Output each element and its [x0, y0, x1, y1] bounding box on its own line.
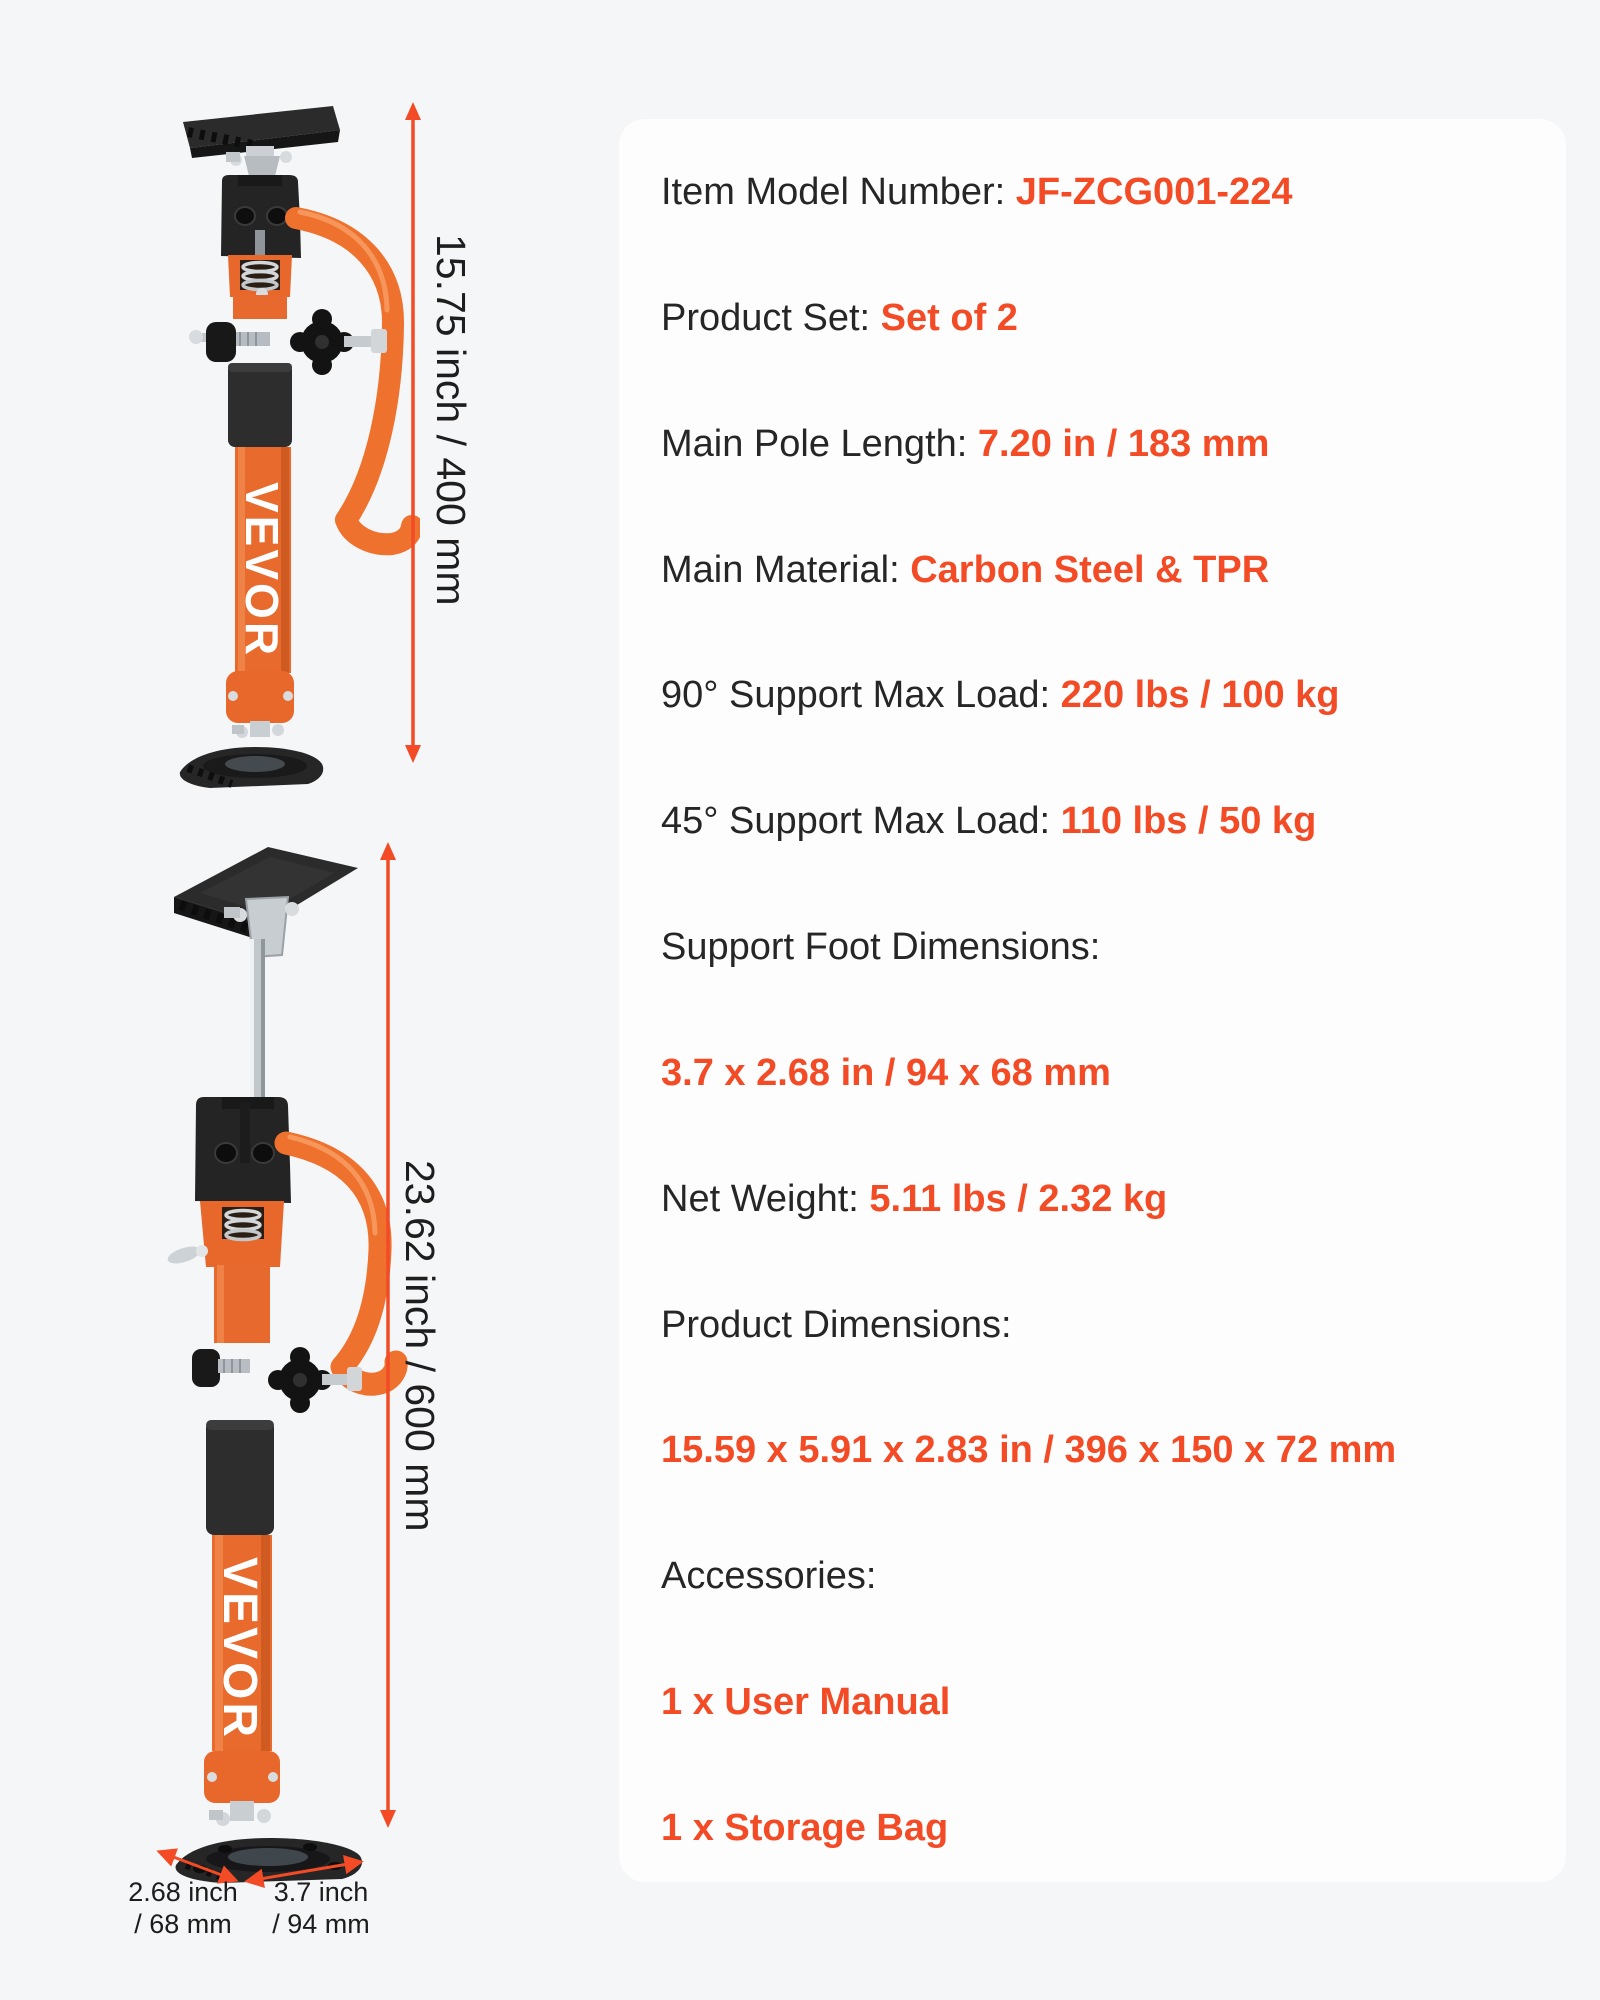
- spec-value: Set of 2: [880, 296, 1018, 339]
- spec-row-accessories-heading: [661, 1554, 1528, 1598]
- spec-label: Main Pole Length:: [661, 422, 978, 465]
- spec-label: Support Foot Dimensions:: [661, 926, 1101, 969]
- spec-value: 1 x Storage Bag: [661, 1806, 949, 1849]
- spec-label: 90° Support Max Load:: [661, 674, 1061, 717]
- spec-label: Accessories:: [661, 1555, 877, 1598]
- wing-nut: [166, 1243, 203, 1267]
- spec-row-product-set: [661, 296, 1528, 340]
- spec-value: 220 lbs / 100 kg: [1060, 674, 1340, 717]
- dimension-label-compressed: 15.75 inch / 400 mm: [428, 234, 475, 606]
- spec-row-model-number: [661, 170, 1528, 214]
- foot-depth-line1: 2.68 inch: [128, 1877, 238, 1907]
- spec-row-foot-dimensions-heading: [661, 925, 1528, 969]
- spec-row-net-weight: [661, 1177, 1528, 1221]
- dimension-label-extended: 23.62 inch / 600 mm: [397, 1160, 444, 1532]
- spec-row-pole-length: [661, 422, 1528, 466]
- product-image-compressed: [150, 80, 420, 790]
- lock-knob-left: [192, 1349, 220, 1387]
- dimension-arrow-400mm: [398, 100, 428, 765]
- spec-value: Carbon Steel & TPR: [910, 548, 1270, 591]
- spec-label: Main Material:: [661, 548, 911, 591]
- spec-label: Item Model Number:: [661, 171, 1016, 213]
- foot-depth-line2: / 68 mm: [134, 1909, 232, 1940]
- spec-row-foot-dimensions-value: [661, 1051, 1528, 1095]
- foot-width-label: [272, 1876, 370, 1941]
- spec-value: 1 x User Manual: [661, 1681, 951, 1724]
- spec-value: JF-ZCG001-224: [1015, 171, 1293, 213]
- spec-value: 110 lbs / 50 kg: [1060, 800, 1317, 843]
- spec-label: Net Weight:: [661, 1177, 870, 1220]
- pole-sleeve: [206, 1420, 274, 1535]
- pole-sleeve: [228, 363, 292, 447]
- spec-label: Product Set:: [661, 296, 881, 339]
- spec-value: 5.11 lbs / 2.32 kg: [869, 1177, 1168, 1220]
- spec-row-product-dimensions-value: [661, 1428, 1528, 1472]
- spec-value: 7.20 in / 183 mm: [977, 422, 1270, 465]
- lock-knob-left: [206, 322, 236, 362]
- release-lever: [296, 218, 412, 544]
- foot-width-line1: 3.7 inch: [273, 1877, 369, 1907]
- foot-width-line2: / 94 mm: [272, 1909, 370, 1940]
- spec-row-accessory-bag: [661, 1806, 1528, 1850]
- spec-label: Product Dimensions:: [661, 1303, 1012, 1346]
- brand-logo-text: VEVOR: [236, 482, 288, 659]
- spec-row-accessory-manual: [661, 1680, 1528, 1724]
- spec-value: 15.59 x 5.91 x 2.83 in / 396 x 150 x 72 mm: [661, 1429, 1397, 1472]
- spec-panel: [619, 119, 1566, 1882]
- spec-row-90deg-load: [661, 673, 1528, 717]
- brand-logo-text: VEVOR: [213, 1557, 266, 1741]
- spec-label: 45° Support Max Load:: [661, 800, 1061, 843]
- spec-row-product-dimensions-heading: [661, 1303, 1528, 1347]
- spec-row-material: [661, 548, 1528, 592]
- foot-depth-label: [128, 1876, 238, 1941]
- spec-row-45deg-load: [661, 799, 1528, 843]
- spec-value: 3.7 x 2.68 in / 94 x 68 mm: [661, 1051, 1111, 1094]
